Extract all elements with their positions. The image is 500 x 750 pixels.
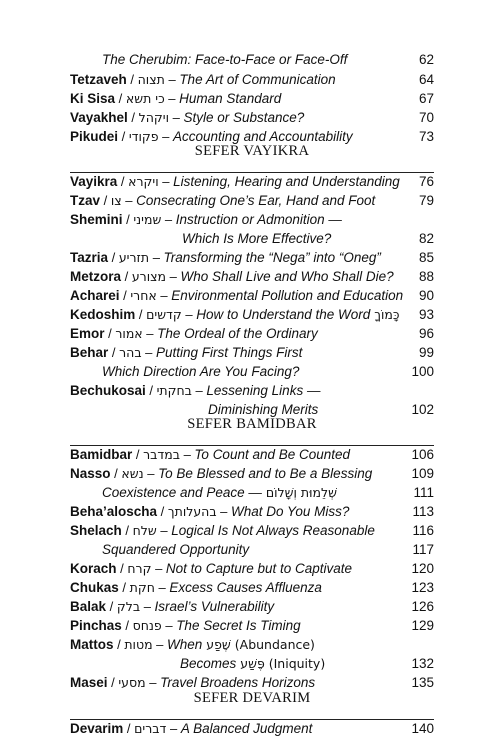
parsha-hebrew-name: שלח [132, 523, 157, 538]
page-number: 62 [418, 52, 434, 67]
toc-entry-text [70, 127, 353, 148]
separator: / [108, 250, 119, 265]
parsha-hebrew-name: פקודי [128, 129, 159, 144]
separator: / [157, 504, 168, 519]
toc-entry-text [70, 191, 375, 212]
chapter-title: The Cherubim: Face-to-Face or Face-Off [102, 52, 348, 67]
page-number: 102 [411, 402, 434, 417]
toc-entry-text [70, 635, 315, 656]
chapter-title: Environmental Pollution and Education [171, 288, 404, 303]
chapter-title: The Art of Communication [179, 72, 336, 87]
parsha-name: Behar [70, 345, 109, 360]
separator: / [119, 288, 131, 303]
parsha-hebrew-name: אחרי [130, 288, 157, 303]
hebrew-phrase: שֶׁפַע (Abundance) [202, 637, 315, 652]
dash: – [154, 580, 170, 595]
toc-entry[interactable] [70, 616, 434, 636]
toc-entry[interactable] [70, 229, 434, 249]
toc-entry-text [180, 654, 325, 675]
toc-entry-text [70, 267, 394, 288]
chapter-title: To Be Blessed and to Be a Blessing [158, 466, 373, 481]
parsha-hebrew-name: קדשים [146, 307, 182, 322]
parsha-hebrew-name: במדבר [143, 447, 180, 462]
section-heading: SEFER DEVARIM [193, 690, 311, 706]
dash: – [158, 174, 174, 189]
parsha-name: Ki Sisa [70, 91, 116, 106]
parsha-hebrew-name: ויקהל [138, 110, 169, 125]
chapter-title: What Do You Miss? [231, 504, 350, 519]
toc-entry[interactable] [70, 445, 434, 465]
parsha-hebrew-name: פנחס [132, 618, 162, 633]
separator: / [126, 72, 138, 87]
chapter-title: Accounting and Accountability [173, 129, 353, 144]
toc-entry-text [70, 559, 352, 580]
toc-entry[interactable] [70, 267, 434, 287]
page-number: 99 [418, 345, 434, 360]
page-number: 96 [418, 326, 434, 341]
separator: / [122, 212, 134, 227]
toc-entry[interactable] [70, 673, 434, 693]
page-number: 64 [418, 72, 434, 87]
toc-entry[interactable] [70, 502, 434, 522]
parsha-name: Shelach [70, 523, 122, 538]
page-number: 85 [418, 250, 434, 265]
parsha-name: Bamidbar [70, 447, 133, 462]
toc-entry[interactable] [70, 362, 434, 382]
toc-entry[interactable] [70, 400, 434, 420]
toc-entry-text [70, 108, 304, 129]
page-number: 117 [412, 542, 434, 557]
dash: – [152, 637, 168, 652]
parsha-hebrew-name: נשא [121, 466, 144, 481]
toc-entry-text [70, 464, 372, 485]
toc-entry[interactable] [70, 464, 434, 484]
parsha-name: Pikudei [70, 129, 119, 144]
separator: / [118, 580, 130, 595]
parsha-name: Metzora [70, 269, 122, 284]
page-number: 120 [411, 561, 434, 576]
page-number: 109 [411, 466, 434, 481]
toc-entry[interactable] [70, 127, 434, 147]
page-number: 140 [411, 721, 434, 736]
dash: – [151, 561, 166, 576]
page-number: 126 [411, 599, 434, 614]
page-number: 111 [413, 485, 434, 500]
parsha-name: Mattos [70, 637, 114, 652]
separator: / [145, 383, 157, 398]
toc-entry-text [70, 616, 301, 637]
chapter-title: The Secret Is Timing [176, 618, 301, 633]
parsha-name: Vayakhel [70, 110, 128, 125]
separator: / [107, 675, 119, 690]
toc-entry-text [70, 172, 400, 193]
dash: – [140, 599, 155, 614]
parsha-hebrew-name: מטות [124, 637, 153, 652]
parsha-name: Devarim [70, 721, 124, 736]
parsha-hebrew-name: שמיני [133, 212, 162, 227]
dash: – [145, 675, 161, 690]
separator: / [108, 345, 120, 360]
parsha-hebrew-name: בהעלותך [167, 504, 217, 519]
hebrew-phrase: פֶּשַׁע (Iniquity) [236, 656, 326, 671]
dash: – [156, 288, 172, 303]
chapter-title: To Count and Be Counted [194, 447, 351, 462]
separator: / [100, 193, 111, 208]
parsha-hebrew-name: בחקתי [156, 383, 192, 398]
separator: / [135, 307, 147, 322]
chapter-title: Israel’s Vulnerability [154, 599, 275, 614]
page-number: 123 [411, 580, 434, 595]
chapter-title: Travel Broadens Horizons [160, 675, 316, 690]
parsha-hebrew-name: ויקרא [128, 174, 159, 189]
toc-entry[interactable] [70, 324, 434, 344]
toc-entry[interactable] [70, 635, 434, 655]
chapter-title: Coexistence and Peace — [102, 485, 262, 500]
hebrew-phrase: כָּמוֹךָ [370, 307, 400, 322]
toc-entry[interactable] [70, 483, 434, 503]
chapter-title: Consecrating One’s Ear, Hand and Foot [136, 193, 376, 208]
separator: / [121, 523, 133, 538]
toc-entry[interactable] [70, 305, 434, 325]
toc-entry[interactable] [70, 654, 434, 674]
toc-entry[interactable] [70, 286, 434, 306]
separator: / [118, 129, 129, 144]
toc-entry[interactable] [70, 521, 434, 541]
page-number: 82 [418, 231, 434, 246]
page-number: 132 [411, 656, 434, 671]
dash: – [156, 523, 172, 538]
toc-entry-text [70, 381, 320, 402]
dash: – [164, 91, 180, 106]
toc-entry-text [70, 343, 302, 364]
parsha-hebrew-name: צו [110, 193, 122, 208]
toc-entry[interactable] [70, 719, 434, 739]
chapter-title: Which Is More Effective? [182, 231, 332, 246]
chapter-title: Transforming the “Nega” into “Oneg” [163, 250, 381, 265]
parsha-hebrew-name: תצוה [137, 72, 165, 87]
chapter-title: Which Direction Are You Facing? [102, 364, 300, 379]
parsha-name: Tzav [70, 193, 101, 208]
toc-entry-text [70, 597, 274, 618]
dash: – [179, 447, 195, 462]
toc-entry-text [208, 400, 318, 421]
parsha-hebrew-name: בלק [116, 599, 141, 614]
chapter-title: Lessening Links — [206, 383, 321, 398]
parsha-name: Tazria [70, 250, 109, 265]
page-number: 90 [418, 288, 434, 303]
toc-entry-text [102, 540, 249, 561]
toc-entry-text [102, 483, 337, 504]
toc-entry-text [182, 229, 331, 250]
toc-entry[interactable] [70, 248, 434, 268]
parsha-name: Beha’aloscha [70, 504, 158, 519]
parsha-hebrew-name: דברים [134, 721, 167, 736]
page-number: 129 [411, 618, 434, 633]
dash: – [158, 129, 174, 144]
chapter-title: Human Standard [179, 91, 282, 106]
chapter-title: Putting First Things First [156, 345, 303, 360]
hebrew-phrase: שְׁלֵמוּת וְשָׁלוֹם [261, 485, 337, 500]
chapter-title: How to Understand the Word [196, 307, 371, 322]
dash: – [142, 326, 158, 341]
parsha-hebrew-name: בהר [119, 345, 142, 360]
separator: / [115, 91, 126, 106]
toc-entry[interactable] [70, 597, 434, 617]
page-number: 73 [418, 129, 434, 144]
dash: – [141, 345, 157, 360]
chapter-title: Logical Is Not Always Reasonable [171, 523, 375, 538]
toc-entry[interactable] [70, 191, 434, 211]
parsha-hebrew-name: כי תשא [125, 91, 165, 106]
toc-entry-text [70, 578, 322, 599]
dash: – [143, 466, 159, 481]
chapter-title: Style or Substance? [183, 110, 305, 125]
page-number: 116 [412, 523, 434, 538]
toc-entry-text [102, 50, 347, 71]
chapter-title: Not to Capture but to Captivate [165, 561, 353, 576]
toc-entry-text [70, 673, 315, 694]
toc-entry-text [70, 286, 403, 307]
toc-entry-text [70, 70, 336, 91]
toc-entry[interactable] [70, 50, 434, 70]
parsha-name: Vayikra [70, 174, 118, 189]
page-number: 76 [418, 174, 434, 189]
toc-entry-text [70, 210, 342, 231]
toc-entry-text [70, 719, 312, 740]
parsha-hebrew-name: קרח [127, 561, 152, 576]
toc-entry[interactable] [70, 381, 434, 401]
parsha-name: Bechukosai [70, 383, 146, 398]
parsha-name: Nasso [70, 466, 111, 481]
chapter-title: Becomes [180, 656, 237, 671]
page-number: 79 [418, 193, 434, 208]
toc-entry[interactable] [70, 108, 434, 128]
section-heading: SEFER VAYIKRA [194, 143, 310, 159]
parsha-hebrew-name: מצורע [131, 269, 167, 284]
parsha-name: Masei [70, 675, 108, 690]
page-number: 100 [411, 364, 434, 379]
chapter-title: The Ordeal of the Ordinary [157, 326, 318, 341]
page-number: 67 [418, 91, 434, 106]
section-heading: SEFER BAMIDBAR [187, 416, 317, 432]
chapter-title: Who Shall Live and Who Shall Die? [180, 269, 394, 284]
parsha-name: Shemini [70, 212, 123, 227]
toc-entry-text [70, 89, 281, 110]
toc-entry-text [70, 305, 400, 326]
separator: / [117, 174, 129, 189]
chapter-title: Listening, Hearing and Understanding [173, 174, 400, 189]
parsha-name: Korach [70, 561, 117, 576]
chapter-title: Instruction or Admonition — [175, 212, 342, 227]
parsha-name: Kedoshim [70, 307, 136, 322]
toc-entry[interactable] [70, 559, 434, 579]
parsha-hebrew-name: מסעי [118, 675, 146, 690]
toc-entry[interactable] [70, 70, 434, 90]
page-number: 135 [411, 675, 434, 690]
chapter-title: When [167, 637, 203, 652]
chapter-title: Squandered Opportunity [102, 542, 250, 557]
toc-entry-text [70, 502, 349, 523]
toc-entry-text [70, 248, 381, 269]
toc-entry-text [102, 362, 299, 383]
chapter-title: Diminishing Merits [208, 402, 319, 417]
parsha-name: Tetzaveh [70, 72, 127, 87]
parsha-name: Balak [70, 599, 107, 614]
page-number: 106 [411, 447, 434, 462]
parsha-hebrew-name: חקת [129, 580, 155, 595]
parsha-name: Pinchas [70, 618, 122, 633]
chapter-title: Excess Causes Affluenza [169, 580, 322, 595]
parsha-name: Emor [70, 326, 105, 341]
parsha-name: Chukas [70, 580, 119, 595]
separator: / [106, 599, 117, 614]
page-number: 70 [418, 110, 434, 125]
toc-entry[interactable] [70, 540, 434, 560]
separator: / [110, 466, 122, 481]
parsha-name: Acharei [70, 288, 120, 303]
toc-entry[interactable] [70, 210, 434, 230]
dash: – [168, 110, 184, 125]
separator: / [127, 110, 139, 125]
separator: / [121, 618, 133, 633]
toc-entry[interactable] [70, 172, 434, 192]
separator: / [113, 637, 125, 652]
dash: – [191, 383, 207, 398]
dash: – [164, 72, 180, 87]
toc-entry[interactable] [70, 89, 434, 109]
parsha-hebrew-name: אמור [115, 326, 143, 341]
dash: – [149, 250, 164, 265]
separator: / [116, 561, 128, 576]
separator: / [132, 447, 144, 462]
dash: – [121, 193, 137, 208]
dash: – [216, 504, 232, 519]
toc-entry-text [70, 521, 375, 542]
dash: – [181, 307, 197, 322]
toc-entry-text [70, 445, 350, 466]
page-number: 88 [418, 269, 434, 284]
separator: / [104, 326, 116, 341]
page-number: 93 [418, 307, 434, 322]
separator: / [123, 721, 135, 736]
dash: – [166, 269, 181, 284]
toc-entry-text [70, 324, 318, 345]
dash: – [166, 721, 181, 736]
toc-entry[interactable] [70, 578, 434, 598]
separator: / [121, 269, 132, 284]
toc-entry[interactable] [70, 343, 434, 363]
dash: – [161, 618, 177, 633]
page-number: 113 [412, 504, 434, 519]
chapter-title: A Balanced Judgment [180, 721, 313, 736]
dash: – [161, 212, 176, 227]
parsha-hebrew-name: תזריע [118, 250, 150, 265]
